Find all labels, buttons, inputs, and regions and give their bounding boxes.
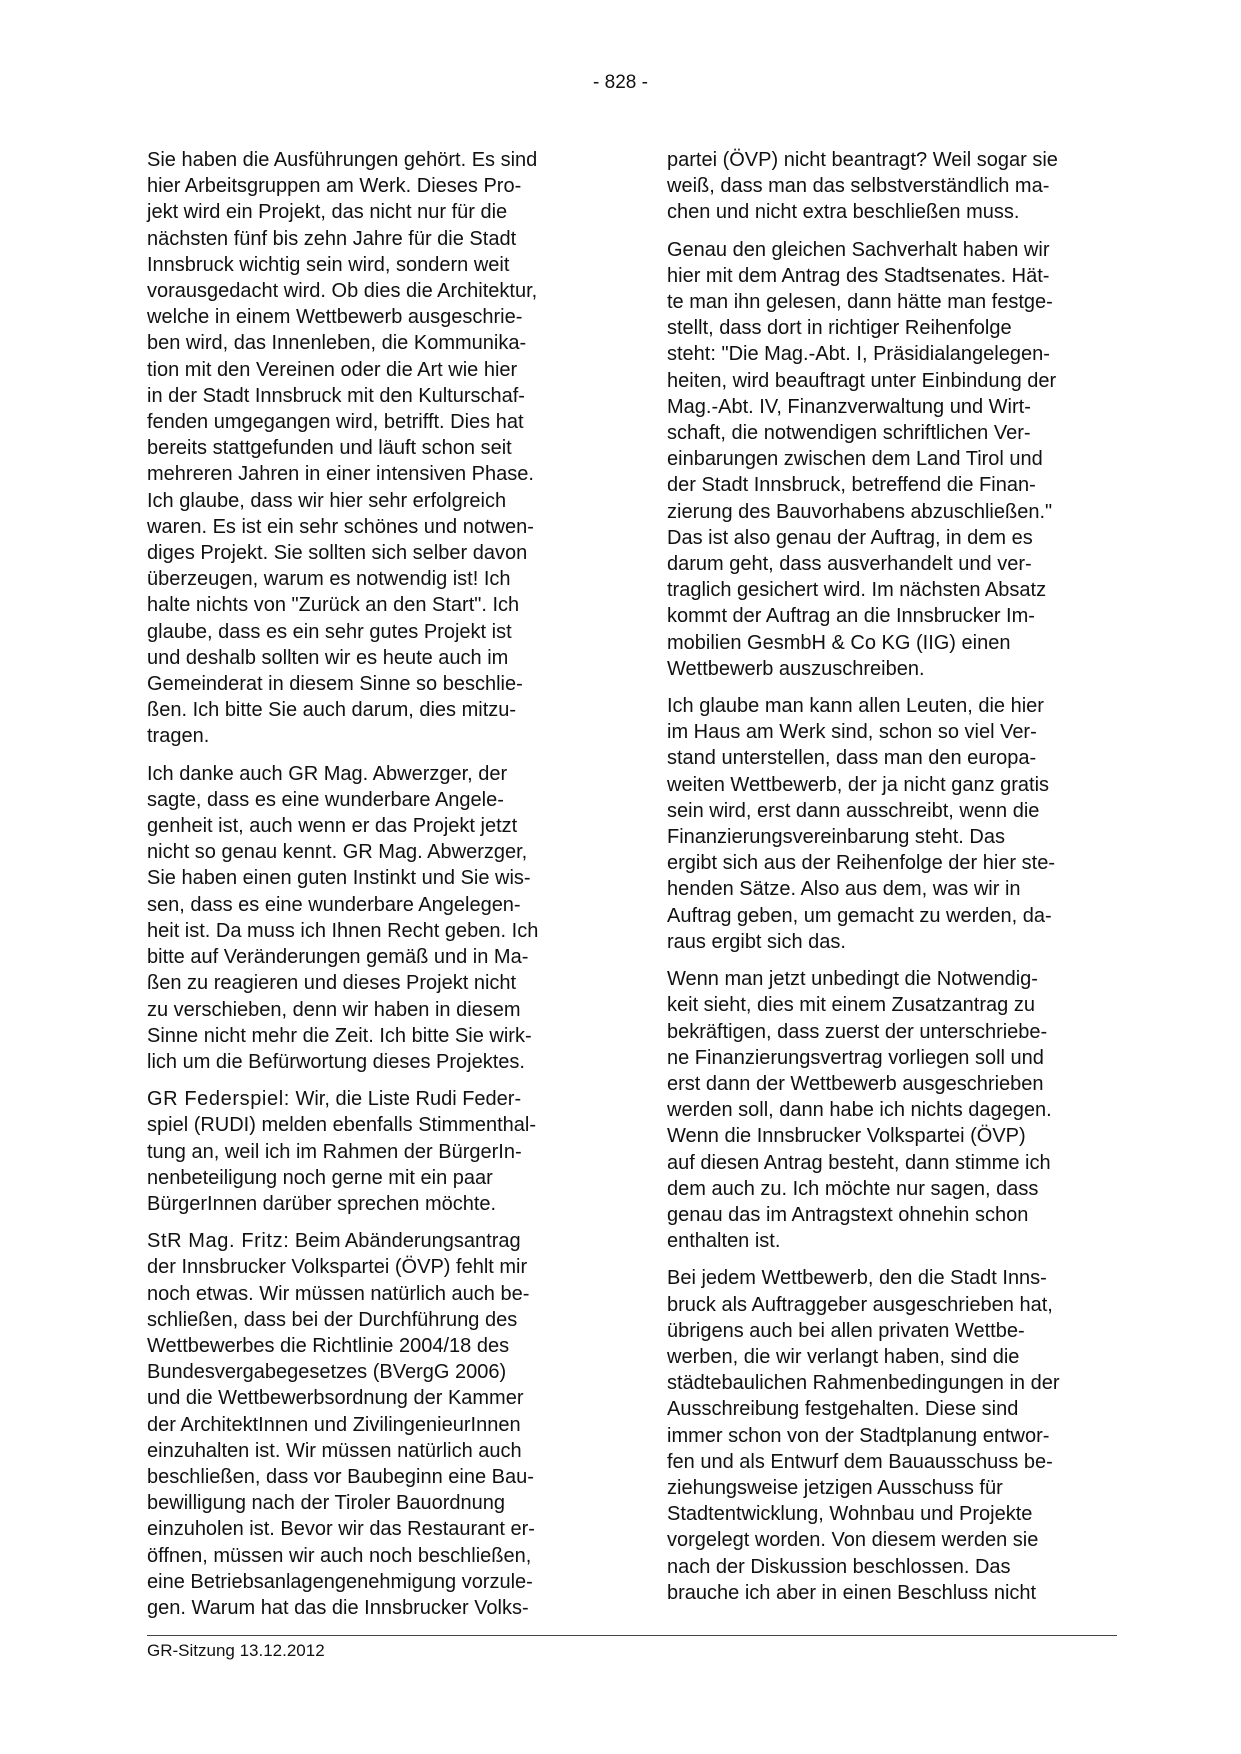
speaker-name: GR Federspiel: (147, 1088, 290, 1111)
text-line: raus ergibt sich das. (667, 930, 846, 953)
text-line: werden soll, dann habe ich nichts dagegen. (667, 1099, 1052, 1122)
text-line: tung an, weil ich im Rahmen der BürgerIn- (147, 1140, 522, 1163)
text-line: sein wird, erst dann ausschreibt, wenn die (667, 799, 1040, 822)
text-line: jekt wird ein Projekt, das nicht nur für die (147, 201, 508, 224)
text-line: auf diesen Antrag besteht, dann stimme ich (667, 1151, 1051, 1174)
text-line: weiten Wettbewerb, der ja nicht ganz gratis (667, 773, 1050, 796)
text-line: genau das im Antragstext ohnehin schon (667, 1203, 1029, 1226)
text-line: henden Sätze. Also aus dem, was wir in (667, 878, 1021, 901)
text-line: ßen. Ich bitte Sie auch darum, dies mitzu- (147, 699, 517, 722)
text-line: Mag.-Abt. IV, Finanzverwaltung und Wirt- (667, 395, 1031, 418)
text-line: diges Projekt. Sie sollten sich selber davon (147, 542, 528, 565)
paragraph-rest (147, 1112, 602, 1217)
paragraph-rest (147, 1254, 602, 1621)
speaker-text: Wir, die Liste Rudi Feder- (289, 1088, 522, 1111)
text-line: Sie haben einen guten Instinkt und Sie wis- (147, 867, 531, 890)
text-line: stellt, dass dort in richtiger Reihenfolge (667, 317, 1012, 340)
left-column (147, 147, 602, 1632)
text-line: ben wird, das Innenleben, die Kommunika- (147, 332, 527, 355)
paragraph (667, 693, 1122, 955)
text-line: Ich danke auch GR Mag. Abwerzger, der (147, 762, 508, 785)
text-line: bereits stattgefunden und läuft schon seit (147, 437, 512, 460)
text-line: vorgelegt worden. Von diesem werden sie (667, 1529, 1039, 1552)
text-line: mobilien GesmbH & Co KG (IIG) einen (667, 631, 1011, 654)
text-line: waren. Es ist ein sehr schönes und notwen- (147, 515, 534, 538)
text-line: Wenn man jetzt unbedingt die Notwendig- (667, 968, 1038, 991)
text-line: werben, die wir verlangt haben, sind die (667, 1345, 1020, 1368)
text-line: Wettbewerb auszuschreiben. (667, 657, 925, 680)
text-line: heit ist. Da muss ich Ihnen Recht geben. Ich (147, 919, 539, 942)
text-line: chen und nicht extra beschließen muss. (667, 201, 1020, 224)
text-line: ßen zu reagieren und dieses Projekt nicht (147, 972, 517, 995)
text-line: städtebaulichen Rahmenbedingungen in der (667, 1372, 1060, 1395)
text-line: welche in einem Wettbewerb ausgeschrie- (147, 306, 523, 329)
text-line: nächsten fünf bis zehn Jahre für die Stadt (147, 227, 517, 250)
text-line: lich um die Befürwortung dieses Projektes. (147, 1050, 525, 1073)
text-line: glaube, dass es ein sehr gutes Projekt ist (147, 620, 512, 643)
text-line: sen, dass es eine wunderbare Angelegen- (147, 893, 521, 916)
text-line: sagte, dass es eine wunderbare Angele- (147, 788, 504, 811)
text-line: halte nichts von "Zurück an den Start". Ich (147, 594, 520, 617)
text-line: bitte auf Veränderungen gemäß und in Ma- (147, 946, 529, 969)
text-line: einzuhalten ist. Wir müssen natürlich auch (147, 1439, 522, 1462)
speaker-text: Beim Abänderungsantrag (289, 1230, 521, 1253)
text-line: einzuholen ist. Bevor wir das Restaurant er- (147, 1518, 535, 1541)
text-line: und die Wettbewerbsordnung der Kammer (147, 1387, 524, 1410)
right-column (667, 147, 1122, 1617)
text-line: kommt der Auftrag an die Innsbrucker Im- (667, 605, 1035, 628)
text-line: darum geht, dass ausverhandelt und ver- (667, 553, 1032, 576)
text-line: nenbeteiligung noch gerne mit ein paar (147, 1166, 493, 1189)
paragraph (147, 147, 602, 750)
text-line: bewilligung nach der Tiroler Bauordnung (147, 1492, 506, 1515)
speaker-paragraph-fritz (147, 1228, 602, 1621)
text-line: Finanzierungsvereinbarung steht. Das (667, 826, 1005, 849)
text-line: hier mit dem Antrag des Stadtsenates. Hät- (667, 264, 1050, 287)
text-line: vorausgedacht wird. Ob dies die Architektur, (147, 280, 538, 303)
text-line: heiten, wird beauftragt unter Einbindung der (667, 369, 1057, 392)
text-line: mehreren Jahren in einer intensiven Phase. (147, 463, 534, 486)
text-line: ziehungsweise jetzigen Ausschuss für (667, 1476, 1003, 1499)
text-line: überzeugen, warum es notwendig ist! Ich (147, 568, 511, 591)
text-line: enthalten ist. (667, 1230, 781, 1253)
text-line: Genau den gleichen Sachverhalt haben wir (667, 238, 1050, 261)
footer-divider (147, 1635, 1117, 1636)
text-line: bekräftigen, dass zuerst der unterschriebe- (667, 1020, 1048, 1043)
text-line: genheit ist, auch wenn er das Projekt jetzt (147, 815, 518, 838)
text-line: steht: "Die Mag.-Abt. I, Präsidialangelegen- (667, 343, 1050, 366)
paragraph (667, 1265, 1122, 1606)
text-line: Wenn die Innsbrucker Volkspartei (ÖVP) (667, 1125, 1026, 1148)
text-line: keit sieht, dies mit einem Zusatzantrag zu (667, 994, 1035, 1017)
text-line: übrigens auch bei allen privaten Wettbe- (667, 1319, 1025, 1342)
text-line: fen und als Entwurf dem Bauausschuss be- (667, 1450, 1053, 1473)
text-line: stand unterstellen, dass man den europa- (667, 747, 1037, 770)
text-line: Bei jedem Wettbewerb, den die Stadt Inns- (667, 1267, 1047, 1290)
text-line: bruck als Auftraggeber ausgeschrieben hat, (667, 1293, 1053, 1316)
text-line: Ich glaube man kann allen Leuten, die hier (667, 695, 1044, 718)
text-line: Ich glaube, dass wir hier sehr erfolgreich (147, 489, 507, 512)
text-line: te man ihn gelesen, dann hätte man festge- (667, 291, 1053, 314)
text-line: öffnen, müssen wir auch noch beschließen, (147, 1544, 532, 1567)
text-line: beschließen, dass vor Baubeginn eine Bau- (147, 1465, 534, 1488)
text-line: Auftrag geben, um gemacht zu werden, da- (667, 904, 1052, 927)
text-line: und deshalb sollten wir es heute auch im (147, 646, 509, 669)
text-line: Das ist also genau der Auftrag, in dem es (667, 526, 1033, 549)
text-line: Stadtentwicklung, Wohnbau und Projekte (667, 1503, 1033, 1526)
text-line: Gemeinderat in diesem Sinne so beschlie- (147, 673, 523, 696)
text-line: gen. Warum hat das die Innsbrucker Volks- (147, 1596, 529, 1619)
text-line: Wettbewerbes die Richtlinie 2004/18 des (147, 1334, 510, 1357)
page-number: - 828 - (593, 72, 648, 93)
paragraph (667, 237, 1122, 682)
footer-session-date: GR-Sitzung 13.12.2012 (147, 1641, 325, 1660)
text-line: spiel (RUDI) melden ebenfalls Stimmenthal- (147, 1114, 537, 1137)
text-line: nach der Diskussion beschlossen. Das (667, 1555, 1011, 1578)
text-line: erst dann der Wettbewerb ausgeschrieben (667, 1072, 1044, 1095)
paragraph (147, 761, 602, 1075)
text-line: ergibt sich aus der Reihenfolge der hier ste- (667, 852, 1055, 875)
text-line: zu verschieben, denn wir haben in diesem (147, 998, 521, 1021)
text-line: brauche ich aber in einen Beschluss nicht (667, 1581, 1037, 1604)
text-line: schließen, dass bei der Durchführung des (147, 1308, 518, 1331)
text-line: dem auch zu. Ich möchte nur sagen, dass (667, 1177, 1039, 1200)
speaker-paragraph-federspiel (147, 1086, 602, 1217)
text-line: tion mit den Vereinen oder die Art wie hier (147, 358, 518, 381)
text-line: Bundesvergabegesetzes (BVergG 2006) (147, 1361, 507, 1384)
paragraph (667, 147, 1122, 226)
text-line: hier Arbeitsgruppen am Werk. Dieses Pro- (147, 175, 522, 198)
text-line: tragen. (147, 725, 210, 748)
text-line: traglich gesichert wird. Im nächsten Absatz (667, 579, 1047, 602)
paragraph (667, 966, 1122, 1254)
text-line: schaft, die notwendigen schriftlichen Ver- (667, 422, 1031, 445)
text-line: partei (ÖVP) nicht beantragt? Weil sogar sie (667, 149, 1058, 171)
speaker-name: StR Mag. Fritz: (147, 1230, 290, 1253)
text-line: einbarungen zwischen dem Land Tirol und (667, 448, 1043, 471)
text-line: Innsbruck wichtig sein wird, sondern weit (147, 253, 510, 276)
text-line: Sinne nicht mehr die Zeit. Ich bitte Sie wirk- (147, 1024, 532, 1047)
paragraph-first-line (147, 1228, 602, 1254)
text-line: fenden umgegangen wird, betrifft. Dies hat (147, 411, 524, 434)
text-line: Sie haben die Ausführungen gehört. Es sind (147, 149, 538, 171)
text-line: weiß, dass man das selbstverständlich ma- (667, 175, 1050, 198)
text-line: zierung des Bauvorhabens abzuschließen." (667, 500, 1053, 523)
text-line: der Innsbrucker Volkspartei (ÖVP) fehlt mir (147, 1256, 528, 1279)
text-line: nicht so genau kennt. GR Mag. Abwerzger, (147, 841, 528, 864)
text-line: im Haus am Werk sind, schon so viel Ver- (667, 721, 1037, 744)
text-line: noch etwas. Wir müssen natürlich auch be- (147, 1282, 530, 1305)
text-line: der Stadt Innsbruck, betreffend die Finan- (667, 474, 1036, 497)
text-line: in der Stadt Innsbruck mit den Kulturschaf- (147, 384, 525, 407)
text-line: BürgerInnen darüber sprechen möchte. (147, 1192, 497, 1215)
text-line: der ArchitektInnen und ZivilingenieurInnen (147, 1413, 521, 1436)
text-line: eine Betriebsanlagengenehmigung vorzule- (147, 1570, 533, 1593)
text-line: immer schon von der Stadtplanung entwor- (667, 1424, 1050, 1447)
text-line: ne Finanzierungsvertrag vorliegen soll und (667, 1046, 1044, 1069)
text-line: Ausschreibung festgehalten. Diese sind (667, 1398, 1019, 1421)
paragraph-first-line (147, 1086, 602, 1112)
